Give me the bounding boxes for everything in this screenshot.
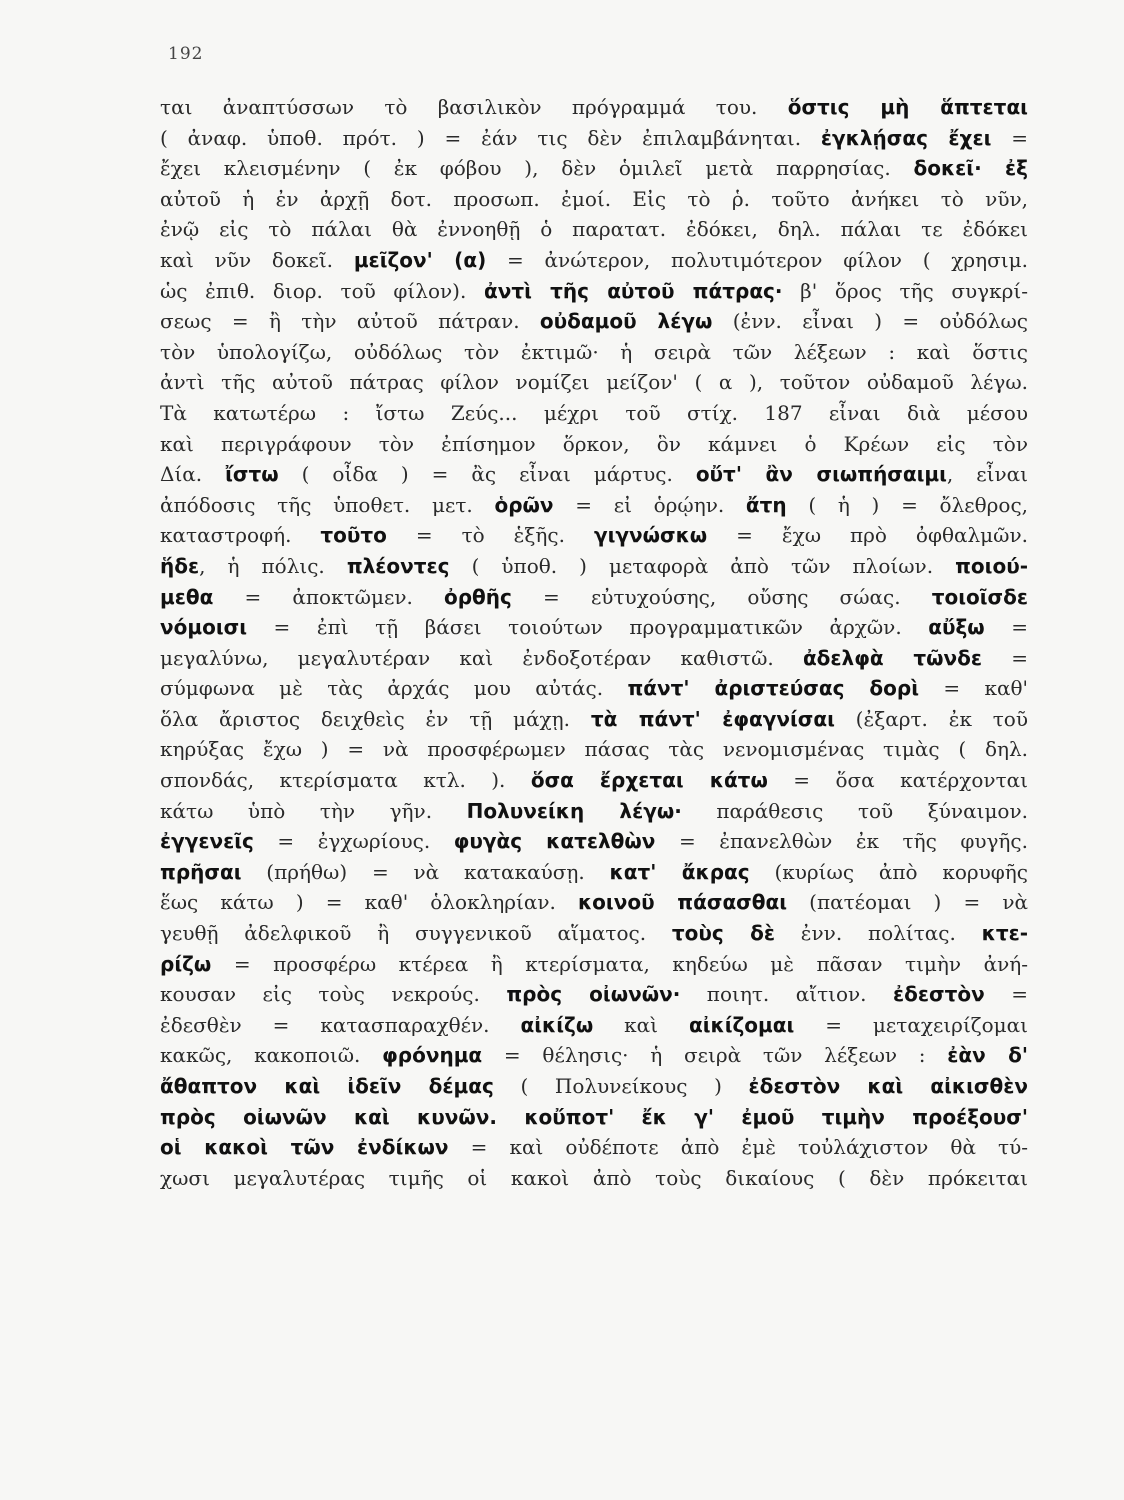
text-line: ἕως κάτω ) = καθ' ὁλοκληρίαν. κοινοῦ πάσασθαι (πατέομαι ) = νὰ: [160, 890, 1028, 915]
lemma: ἀντὶ τῆς αὐτοῦ πάτρας·: [483, 278, 783, 303]
text-line: ἐνῷ εἰς τὸ πάλαι θὰ ἐννοηθῇ ὁ παρατατ. ἐδόκει, δηλ. πάλαι τε ἐδόκει: [160, 217, 1028, 242]
text-line: ἐγγενεῖς = ἐγχωρίους. φυγὰς κατελθὼν = ἐπανελθὼν ἐκ τῆς φυγῆς.: [160, 829, 1028, 854]
lemma: ἥδε: [160, 553, 200, 578]
lemma: φυγὰς κατελθὼν: [453, 829, 656, 854]
text-line: οἱ κακοὶ τῶν ἐνδίκων = καὶ οὐδέποτε ἀπὸ ἐμὲ τοὐλάχιστον θὰ τύ-: [160, 1135, 1028, 1160]
text-line: μεγαλύνω, μεγαλυτέραν καὶ ἐνδοξοτέραν καθιστῶ. ἀδελφὰ τῶνδε =: [160, 645, 1028, 670]
text-line: αὐτοῦ ἡ ἐν ἀρχῇ δοτ. προσωπ. ἐμοί. Εἰς τὸ ῥ. τοῦτο ἀνήκει τὸ νῦν,: [160, 186, 1028, 211]
text-line: σπονδάς, κτερίσματα κτλ. ). ὅσα ἔρχεται κάτω = ὅσα κατέρχονται: [160, 768, 1028, 793]
lemma: ἐδεστὸν: [893, 982, 985, 1007]
text-line: ἔχει κλεισμένην ( ἐκ φόβου ), δὲν ὁμιλεῖ μετὰ παρρησίας. δοκεῖ· ἐξ: [160, 156, 1028, 181]
lemma: πλέοντες: [346, 553, 450, 578]
text-line: Δία. ἴστω ( οἶδα ) = ἂς εἶναι μάρτυς. οὔτ' ἂν σιωπήσαιμι, εἶναι: [160, 462, 1028, 487]
lemma: γιγνώσκω: [593, 523, 708, 548]
lemma: πρῆσαι: [160, 859, 242, 884]
lemma: δοκεῖ· ἐξ: [913, 156, 1028, 181]
text-line: σύμφωνα μὲ τὰς ἀρχάς μου αὐτάς. πάντ' ἀριστεύσας δορὶ = καθ': [160, 676, 1028, 701]
lemma: ἄθαπτον καὶ ἰδεῖν δέμας: [160, 1074, 494, 1098]
lemma: πρὸς οἰωνῶν καὶ κυνῶν. κοὔποτ' ἔκ γ' ἐμοῦ τιμὴν προέξουσ': [160, 1104, 1028, 1129]
lemma: πάντ' ἀριστεύσας δορὶ: [627, 676, 919, 701]
lemma: μεῖζον' (α): [353, 247, 487, 272]
text-line: καταστροφή. τοῦτο = τὸ ἑξῆς. γιγνώσκω = ἔχω πρὸ ὀφθαλμῶν.: [160, 523, 1028, 548]
lemma: τοιοῖσδε: [931, 584, 1028, 609]
lemma: ἄτη: [745, 492, 787, 517]
lemma: οὔτ' ἂν σιωπήσαιμι: [695, 462, 947, 487]
lemma: αἰκίζω: [520, 1012, 594, 1037]
text-line: κηρύξας ἔχω ) = νὰ προσφέρωμεν πάσας τὰς νενομισμένας τιμὰς ( δηλ.: [160, 737, 1028, 762]
lemma: ἐγκλῄσας ἔχει: [820, 125, 992, 150]
text-line: ἐδεσθὲν = κατασπαραχθέν. αἰκίζω καὶ αἰκίζομαι = μεταχειρίζομαι: [160, 1012, 1028, 1037]
lemma: κτε-: [981, 921, 1028, 946]
lemma: τοὺς δὲ: [671, 921, 775, 946]
lemma: αὔξω: [928, 615, 985, 640]
commentary-text: [160, 92, 1028, 1193]
lemma: ρίζω: [160, 951, 212, 976]
text-line: σεως = ἢ τὴν αὐτοῦ πάτραν. οὐδαμοῦ λέγω (ἐνν. εἶναι ) = οὐδόλως: [160, 309, 1028, 334]
text-line: ἥδε, ἡ πόλις. πλέοντες ( ὑποθ. ) μεταφορὰ ἀπὸ τῶν πλοίων. ποιού-: [160, 553, 1028, 578]
lemma: ἀδελφὰ τῶνδε: [802, 645, 983, 670]
text-line: μεθα = ἀποκτῶμεν. ὀρθῆς = εὐτυχούσης, οὔσης σώας. τοιοῖσδε: [160, 584, 1028, 609]
lemma: ὅσα ἔρχεται κάτω: [530, 768, 768, 793]
text-line: χωσι μεγαλυτέρας τιμῆς οἱ κακοὶ ἀπὸ τοὺς δικαίους ( δὲν πρόκειται: [160, 1165, 1028, 1190]
lemma: κατ' ἄκρας: [609, 859, 750, 884]
text-line: πρῆσαι (πρήθω) = νὰ κατακαύσῃ. κατ' ἄκρας (κυρίως ἀπὸ κορυφῆς: [160, 859, 1028, 884]
page-number: 192: [168, 44, 204, 64]
text-line: καὶ περιγράφουν τὸν ἐπίσημον ὅρκον, ὃν κάμνει ὁ Κρέων εἰς τὸν: [160, 431, 1028, 456]
text-line: τὸν ὑπολογίζω, οὐδόλως τὸν ἐκτιμῶ· ἡ σειρὰ τῶν λέξεων : καὶ ὅστις: [160, 339, 1028, 364]
lemma: οὐδαμοῦ λέγω: [539, 309, 713, 334]
lemma: ἐδεστὸν καὶ αἰκισθὲν: [748, 1074, 1028, 1098]
lemma: ἴστω: [225, 462, 279, 487]
text-line: καὶ νῦν δοκεῖ. μεῖζον' (α) = ἀνώτερον, πολυτιμότερον φίλον ( χρησιμ.: [160, 247, 1028, 272]
lemma: ἐγγενεῖς: [160, 829, 254, 854]
lemma: μεθα: [160, 584, 214, 609]
text-line: ρίζω = προσφέρω κτέρεα ἢ κτερίσματα, κηδεύω μὲ πᾶσαν τιμὴν ἀνή-: [160, 951, 1028, 976]
lemma: ποιού-: [955, 553, 1028, 578]
text-line: ἀπόδοσις τῆς ὑποθετ. μετ. ὁρῶν = εἰ ὁρῴην. ἄτη ( ἡ ) = ὄλεθρος,: [160, 492, 1028, 517]
lemma: Πολυνείκη λέγω·: [466, 798, 682, 823]
lemma: ὅστις μὴ ἅπτεται: [787, 95, 1028, 119]
text-line: κάτω ὑπὸ τὴν γῆν. Πολυνείκη λέγω· παράθεσις τοῦ ξύναιμον.: [160, 798, 1028, 823]
lemma: φρόνημα: [382, 1043, 483, 1068]
text-line: νόμοισι = ἐπὶ τῇ βάσει τοιούτων προγραμματικῶν ἀρχῶν. αὔξω =: [160, 615, 1028, 640]
lemma: ἐὰν δ': [947, 1043, 1028, 1068]
text-line: ὡς ἐπιθ. διορ. τοῦ φίλον). ἀντὶ τῆς αὐτοῦ πάτρας· β' ὅρος τῆς συγκρί-: [160, 278, 1028, 303]
text-line: ( ἀναφ. ὑποθ. πρότ. ) = ἐάν τις δὲν ἐπιλαμβάνηται. ἐγκλῄσας ἔχει =: [160, 125, 1028, 150]
text-line: ἀντὶ τῆς αὐτοῦ πάτρας φίλον νομίζει μείζον' ( α ), τοῦτον οὐδαμοῦ λέγω.: [160, 370, 1028, 395]
text-line: ὅλα ἄριστος δειχθεὶς ἐν τῇ μάχῃ. τὰ πάντ' ἐφαγνίσαι (ἐξαρτ. ἐκ τοῦ: [160, 706, 1028, 731]
text-line: ἄθαπτον καὶ ἰδεῖν δέμας ( Πολυνείκους ) ἐδεστὸν καὶ αἰκισθὲν: [160, 1074, 1028, 1098]
text-line: Τὰ κατωτέρω : ἴστω Ζεύς... μέχρι τοῦ στίχ. 187 εἶναι διὰ μέσου: [160, 400, 1028, 425]
text-line: κουσαν εἰς τοὺς νεκρούς. πρὸς οἰωνῶν· ποιητ. αἴτιον. ἐδεστὸν =: [160, 982, 1028, 1007]
lemma: οἱ κακοὶ τῶν ἐνδίκων: [160, 1135, 449, 1160]
text-line: γευθῇ ἀδελφικοῦ ἢ συγγενικοῦ αἵματος. τοὺς δὲ ἐνν. πολίτας. κτε-: [160, 921, 1028, 946]
lemma: ὁρῶν: [494, 492, 554, 517]
lemma: τοῦτο: [320, 523, 387, 548]
lemma: τὰ πάντ' ἐφαγνίσαι: [590, 706, 835, 731]
lemma: κοινοῦ πάσασθαι: [577, 890, 788, 915]
lemma: πρὸς οἰωνῶν·: [506, 982, 681, 1007]
text-line: ται ἀναπτύσσων τὸ βασιλικὸν πρόγραμμά του. ὅστις μὴ ἅπτεται: [160, 95, 1028, 119]
lemma: ὀρθῆς: [444, 584, 512, 609]
lemma: αἰκίζομαι: [688, 1012, 795, 1037]
text-line: κακῶς, κακοποιῶ. φρόνημα = θέλησις· ἡ σειρὰ τῶν λέξεων : ἐὰν δ': [160, 1043, 1028, 1068]
text-line: [160, 1102, 1028, 1133]
lemma: νόμοισι: [160, 615, 247, 640]
